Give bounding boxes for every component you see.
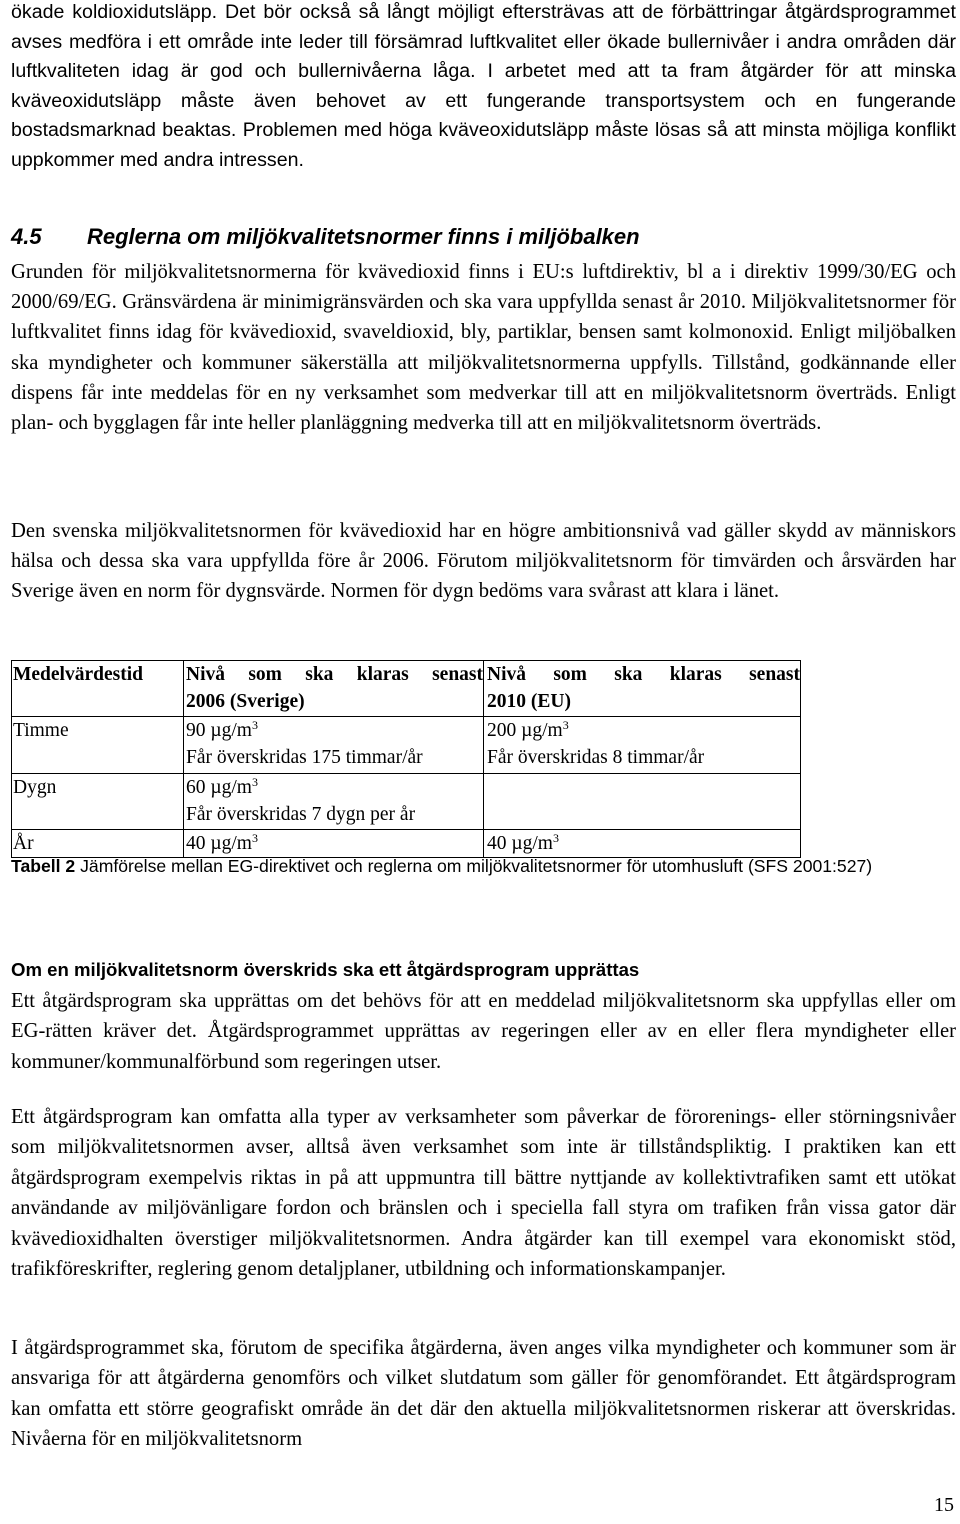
cell-period	[12, 774, 184, 830]
caption-label: Tabell 2	[11, 856, 76, 876]
header-eu	[484, 661, 801, 717]
eu-value: 200 µg/m	[487, 720, 563, 741]
header-period-label: Medelvärdestid	[13, 664, 143, 685]
period-label: År	[13, 833, 34, 854]
unit-exponent: 3	[251, 775, 258, 789]
subsection-paragraph-2: Ett åtgärdsprogram kan omfatta alla typer av verksamheter som påverkar de förorenings- eller störningsnivåer som miljökvalitetsnormen avser, alltså även verksamhet som inte är tillståndspliktig. I praktiken kan ett åtgärdsprogram exempelvis riktas in på att uppmuntra till bättre nyttjande av kollektivtrafiken samt ett utökat användande av miljövänligare fordon och bränslen och i speciella fall styra om trafiken från vissa gator där kvävedioxidhalten överstiger miljökvalitetsnormen. Andra åtgärder kan till exempel vara ekonomiskt stöd, trafikföreskrifter, reglering genom detaljplaner, utbildning och informationskampanjer.	[11, 1106, 956, 1281]
cell-eu	[484, 717, 801, 774]
cell-eu	[484, 774, 801, 830]
intro-paragraph: ökade koldioxidutsläpp. Det bör också så långt möjligt eftersträvas att de förbättringar åtgärdsprogrammet avses medföra i ett område inte leder till försämrad luftkvalitet eller ökade bullernivåer i andra områden där luftkvaliteten idag är god och bullernivåerna låga. I arbetet med att ta fram åtgärder för att minska kväveoxidutsläpp måste även behovet av ett fungerande transportsystem och en fungerande bostadsmarknad beaktas. Problemen med höga kväveoxidutsläpp måste lösas så att minsta möjliga konflikt uppkommer med andra intressen.	[11, 1, 956, 171]
subsection-paragraph-1: Ett åtgärdsprogram ska upprättas om det behövs för att en meddelad miljökvalitetsnorm ska uppfyllas eller om EG-rätten kräver det. Åtgärdsprogrammet upprättas av regeringen eller av en eller flera myndigheter eller kommuner/kommunalförbund som regeringen utser.	[11, 990, 956, 1073]
subsection-paragraph-3: I åtgärdsprogrammet ska, förutom de specifika åtgärderna, även anges vilka myndigheter och kommuner som är ansvariga för att åtgärderna genomförs och vilket slutdatum som gäller för genomförandet. Ett åtgärdsprogram kan omfatta ett större geografiskt område än det där den aktuella miljökvalitetsnormen riskerar att överskridas. Nivåerna för en miljökvalitetsnorm	[11, 1337, 956, 1451]
unit-exponent: 3	[552, 831, 559, 845]
eu-value: 40 µg/m	[487, 833, 553, 854]
cell-sweden	[184, 717, 484, 774]
header-sweden	[184, 661, 484, 717]
cell-sweden	[184, 774, 484, 830]
eu-note: Får överskridas 8 timmar/år	[487, 747, 705, 768]
unit-exponent: 3	[251, 718, 258, 732]
unit-exponent: 3	[251, 831, 258, 845]
caption-text: Jämförelse mellan EG-direktivet och reglerna om miljökvalitetsnormer för utomhusluft (SFS 2001:527)	[75, 856, 873, 876]
sweden-value: 90 µg/m	[186, 720, 252, 741]
sweden-note: Får överskridas 175 timmar/år	[186, 747, 423, 768]
table-caption	[11, 854, 956, 879]
sweden-value: 60 µg/m	[186, 777, 252, 798]
section-title: Reglerna om miljökvalitetsnormer finns i miljöbalken	[87, 224, 640, 249]
header-sweden-line2: 2006 (Sverige)	[186, 691, 305, 712]
page-number: 15	[934, 1494, 954, 1516]
header-eu-line2: 2010 (EU)	[487, 691, 571, 712]
header-period	[12, 661, 184, 717]
table-row	[12, 717, 801, 774]
limit-values-table	[11, 660, 801, 858]
period-label: Timme	[13, 720, 69, 741]
cell-period	[12, 717, 184, 774]
section-paragraph-1: Grunden för miljökvalitetsnormerna för kvävedioxid finns i EU:s luftdirektiv, bl a i direktiv 1999/30/EG och 2000/69/EG. Gränsvärdena är minimigränsvärden och ska vara uppfyllda senast år 2010. Miljökvalitetsnormer för luftkvalitet finns idag för kvävedioxid, svaveldioxid, bly, partiklar, bensen samt kolmonoxid. Enligt miljöbalken ska myndigheter och kommuner säkerställa att miljökvalitetsnormerna uppfylls. Tillstånd, godkännande eller dispens får inte meddelas för en ny verksamhet som medverkar till att en miljökvalitetsnorm överträds. Enligt plan- och bygglagen får inte heller planläggning medverka till att en miljökvalitetsnorm överträds.	[11, 261, 956, 435]
sweden-note: Får överskridas 7 dygn per år	[186, 804, 416, 825]
section-number: 4.5	[11, 224, 42, 249]
section-paragraph-2: Den svenska miljökvalitetsnormen för kvävedioxid har en högre ambitionsnivå vad gäller skydd av människors hälsa och dessa ska vara uppfyllda före år 2006. Förutom miljökvalitetsnorm för timvärden och årsvärden har Sverige även en norm för dygnsvärde. Normen för dygn bedöms vara svårast att klara i länet.	[11, 520, 956, 603]
unit-exponent: 3	[562, 718, 569, 732]
table-header-row	[12, 661, 801, 717]
header-eu-line1: Nivå som ska klaras senast	[487, 664, 800, 685]
subsection-heading: Om en miljökvalitetsnorm överskrids ska ett åtgärdsprogram upprättas	[11, 959, 640, 980]
sweden-value: 40 µg/m	[186, 833, 252, 854]
table-row	[12, 774, 801, 830]
header-sweden-line1: Nivå som ska klaras senast	[186, 664, 483, 685]
section-heading	[11, 224, 640, 250]
period-label: Dygn	[13, 777, 57, 798]
